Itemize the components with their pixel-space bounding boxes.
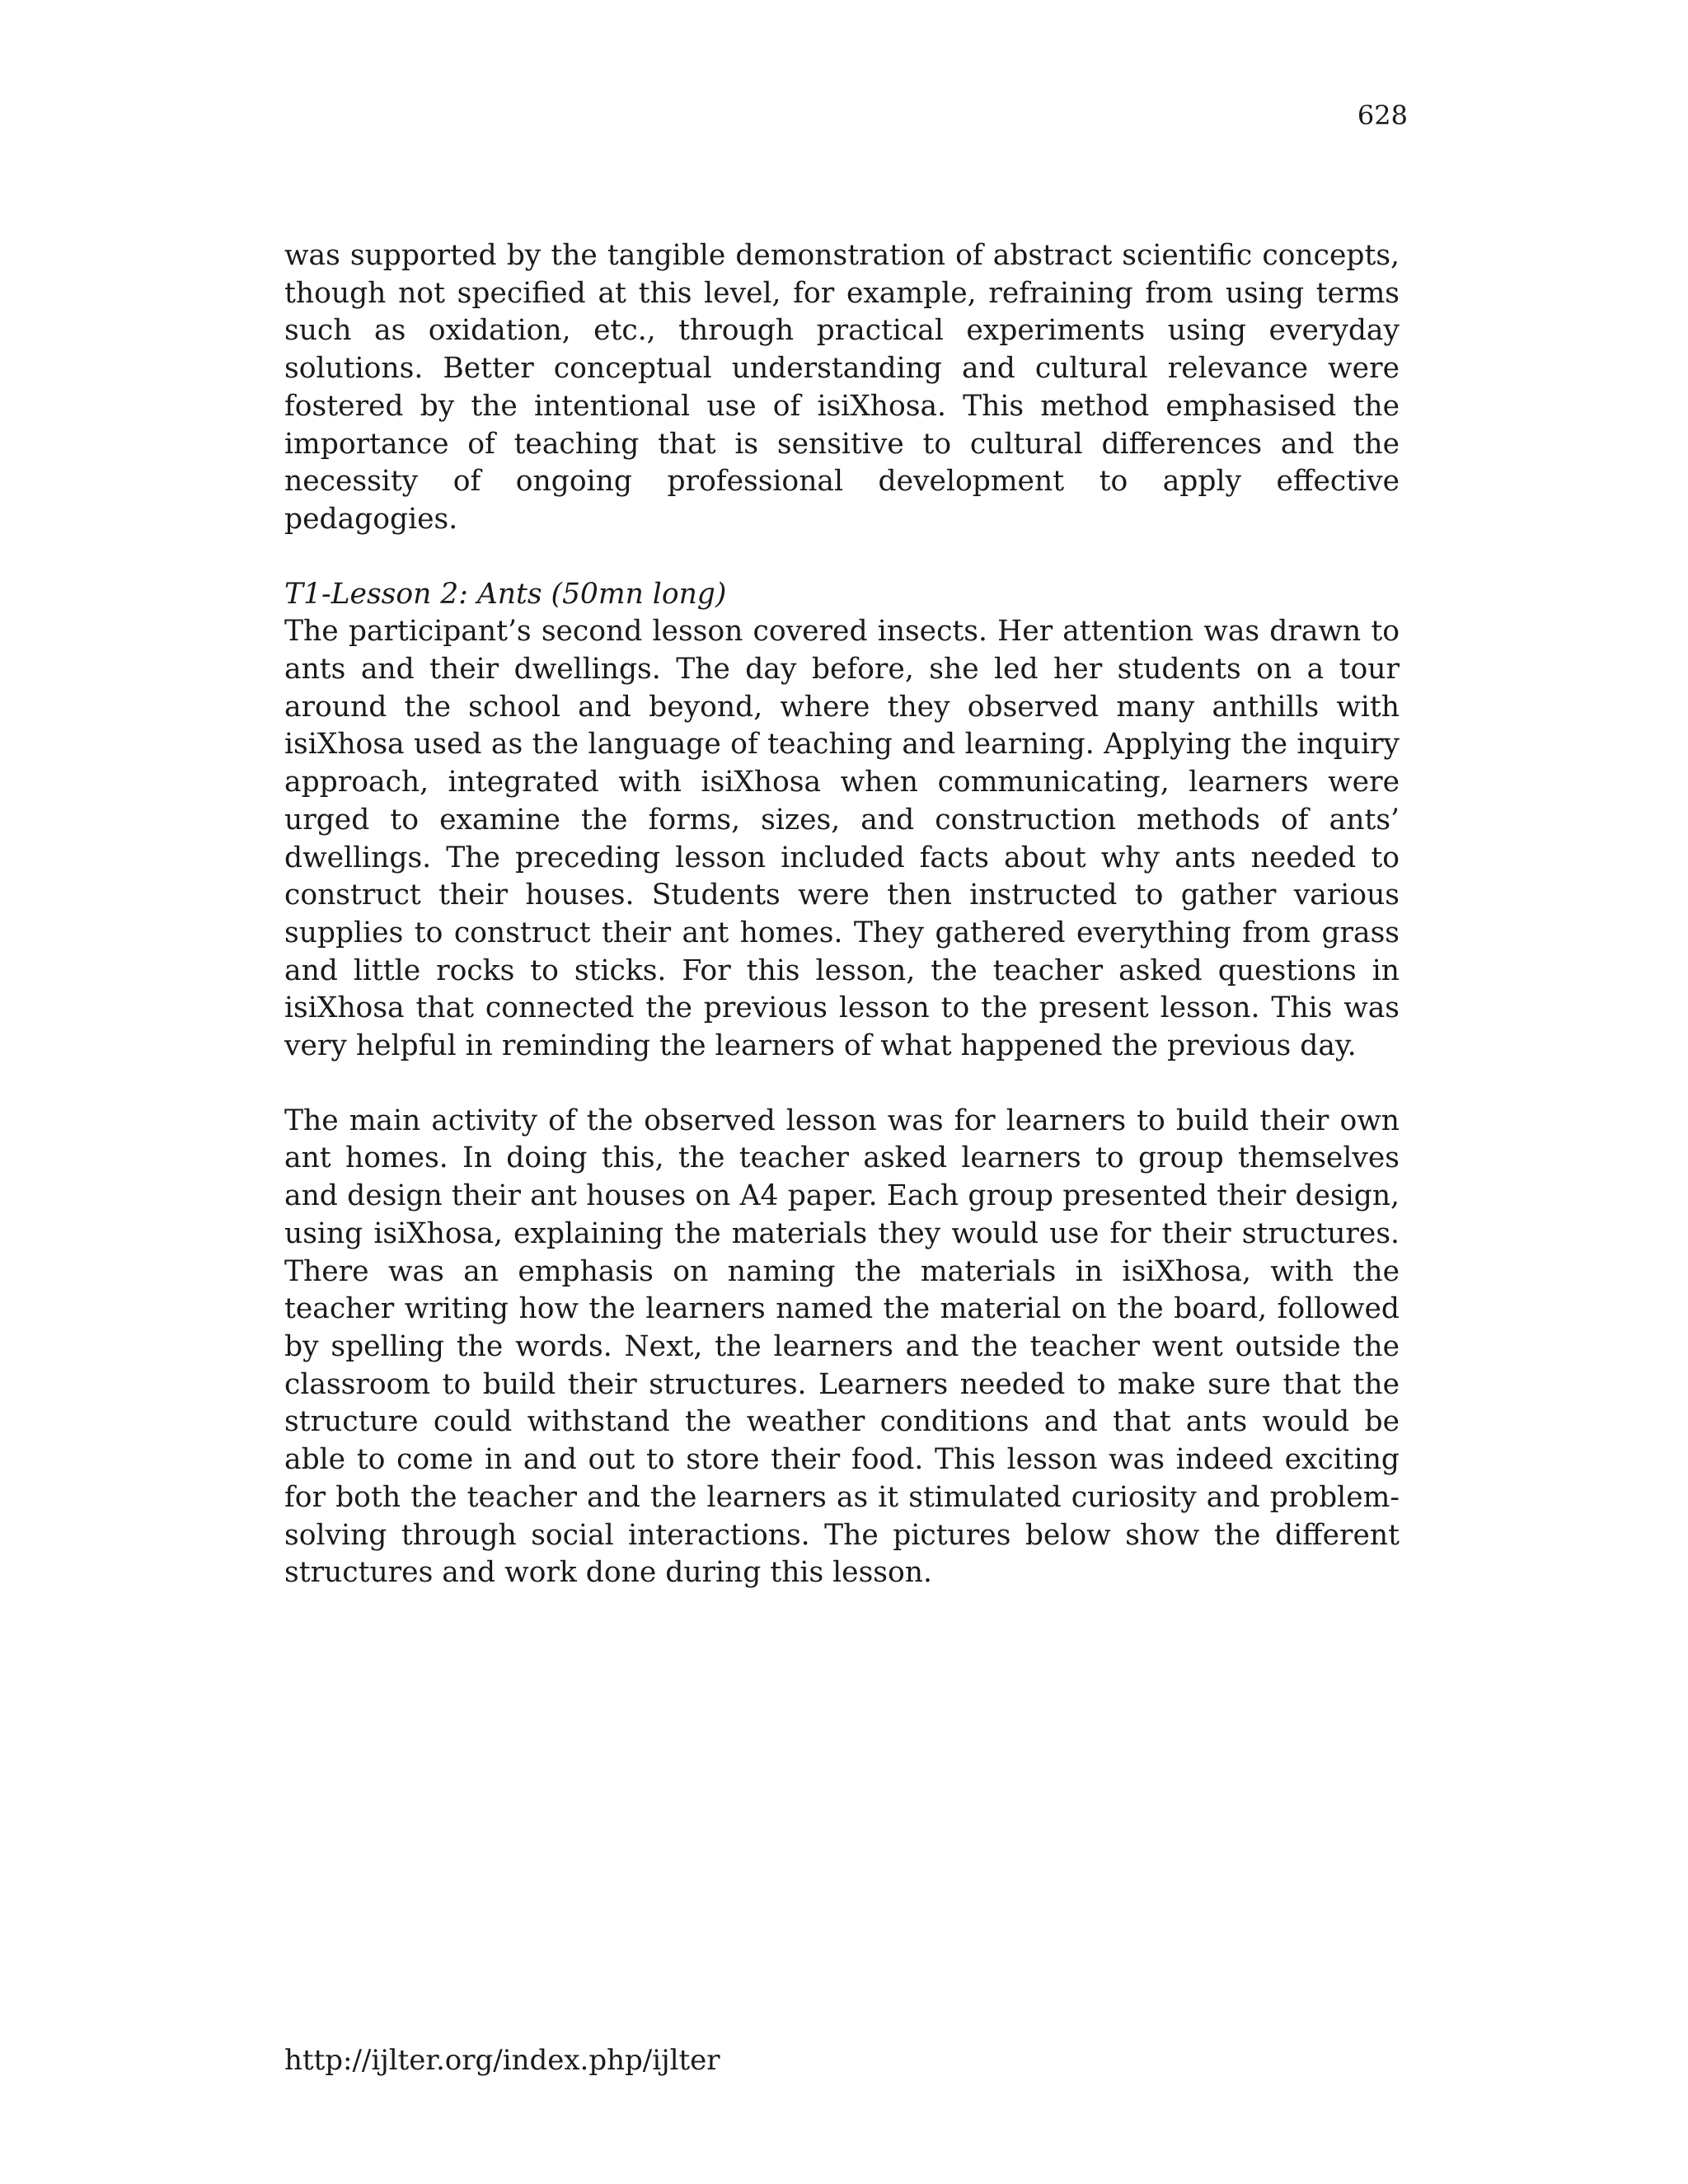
paragraph-spacer <box>284 1066 1400 1103</box>
page-body <box>284 237 1400 1592</box>
paragraph-continuation: was supported by the tangible demonstration of abstract scientific concepts, though not specified at this level, for example, refraining from using terms such as oxidation, etc., through practical experiments using everyday solutions. Better conceptual understanding and cultural relevance were fostered by the intentional use of isiXhosa. This method emphasised the importance of teaching that is sensitive to cultural differences and the necessity of ongoing professional development to apply effective pedagogies. <box>284 239 1400 536</box>
paragraph-main-activity: The main activity of the observed lesson was for learners to build their own ant homes. In doing this, the teacher asked learners to group themselves and design their ant houses on A4 paper. Each group presented their design, using isiXhosa, explaining the materials they would use for their structures. There was an emphasis on naming the materials in isiXhosa, with the teacher writing how the learners named the material on the board, followed by spelling the words. Next, the learners and the teacher went outside the classroom to build their structures. Learners needed to make sure that the structure could withstand the weather conditions and that ants would be able to come in and out to store their food. This lesson was indeed exciting for both the teacher and the learners as it stimulated curiosity and problem-solving through social interactions. The pictures below show the different structures and work done during this lesson. <box>284 1104 1400 1590</box>
paragraph-spacer <box>284 539 1400 576</box>
page-number: 628 <box>1357 100 1408 131</box>
footer-journal-link[interactable]: http://ijlter.org/index.php/ijlter <box>284 2044 720 2077</box>
paragraph-lesson-overview: The participant’s second lesson covered insects. Her attention was drawn to ants and their dwellings. The day before, she led her students on a tour around the school and beyond, where they observed many anthills with isiXhosa used as the language of teaching and learning. Applying the inquiry approach, integrated with isiXhosa when communicating, learners were urged to examine the forms, sizes, and construction methods of ants’ dwellings. The preceding lesson included facts about why ants needed to construct their houses. Students were then instructed to gather various supplies to construct their ant homes. They gathered everything from grass and little rocks to sticks. For this lesson, the teacher asked questions in isiXhosa that connected the previous lesson to the present lesson. This was very helpful in reminding the learners of what happened the previous day. <box>284 615 1400 1063</box>
section-subheading: T1-Lesson 2: Ants (50mn long) <box>284 577 727 611</box>
